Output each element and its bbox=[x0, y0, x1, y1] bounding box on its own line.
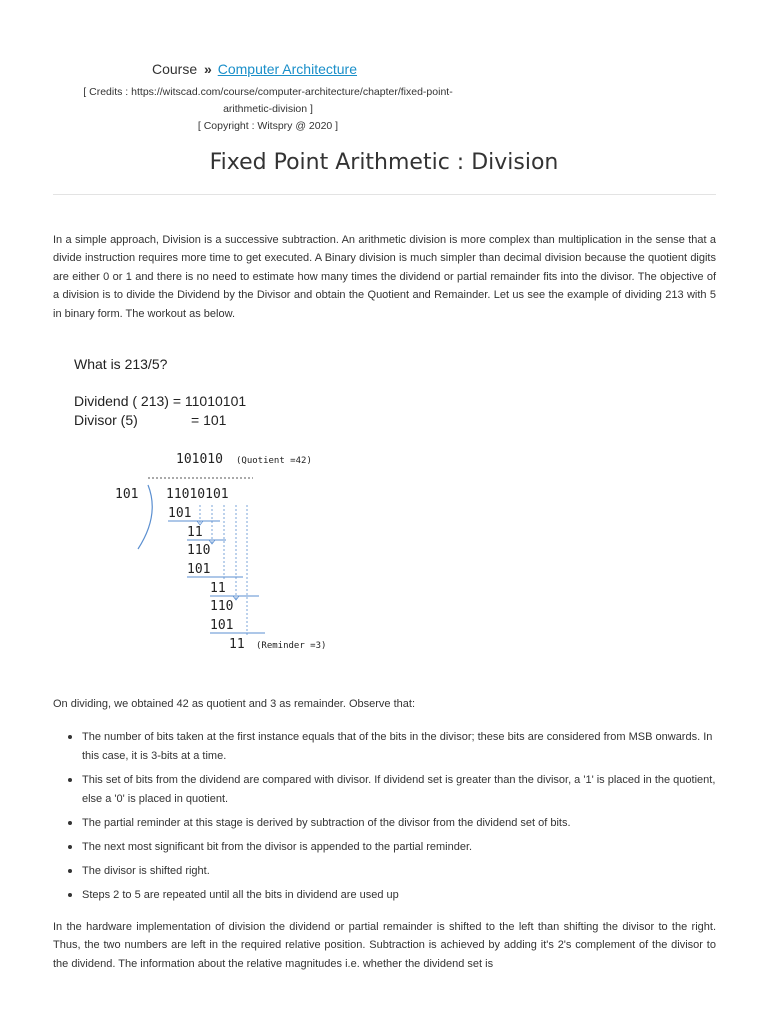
figure-quotient: 101010 bbox=[176, 452, 223, 467]
hardware-paragraph: In the hardware implementation of division the dividend or partial remainder is shifted to the left than shifting the divisor to the right. Thus, the two numbers are left in the required relative position. Subtraction is achieved by adding it's 2's complement of the divisor to the dividend. The information about the relative magnitudes i.e. whether the dividend set is bbox=[53, 921, 716, 970]
figure-step: 11 bbox=[187, 525, 203, 540]
list-item-text: This set of bits from the dividend are compared with divisor. If dividend set is greater than the divisor, a '1' is placed in the quotient, else a '0' is placed in quotient. bbox=[82, 774, 716, 805]
credits-line-1: [ Credits : https://witscad.com/course/computer-architecture/chapter/fixed-point- bbox=[83, 86, 453, 98]
list-item bbox=[53, 886, 716, 905]
figure-dividend-label: Dividend ( 213) = 11010101 bbox=[74, 393, 247, 409]
list-item-text: The partial reminder at this stage is derived by subtraction of the divisor from the dividend set of bits. bbox=[82, 817, 571, 829]
figure-divisor: 101 bbox=[115, 487, 139, 502]
list-item bbox=[53, 771, 716, 809]
page-title: Fixed Point Arithmetic : Division bbox=[209, 150, 559, 175]
observe-paragraph: On dividing, we obtained 42 as quotient and 3 as remainder. Observe that: bbox=[53, 698, 416, 710]
intro-paragraph: In a simple approach, Division is a successive subtraction. An arithmetic division is more complex than multiplication in the sense that a divide instruction requires more time to get executed. A Binary division is much simpler than decimal division because the quotient digits are either 0 or 1 and there is no need to estimate how many times the dividend or partial remainder fits into the divisor. The objective of a division is to divide the Dividend by the Divisor and obtain the Quotient and Remainder. Let us see the example of dividing 213 with 5 in binary form. The workout as below. bbox=[53, 234, 716, 320]
list-item bbox=[53, 814, 716, 833]
bullet-icon bbox=[68, 821, 72, 825]
figure-question: What is 213/5? bbox=[74, 356, 168, 372]
figure-divisor-label: Divisor (5) bbox=[74, 412, 138, 428]
title-divider bbox=[53, 194, 716, 195]
list-item-text: The next most significant bit from the divisor is appended to the partial reminder. bbox=[82, 841, 473, 853]
bullet-icon bbox=[68, 893, 72, 897]
breadcrumb bbox=[152, 61, 357, 77]
division-figure bbox=[60, 345, 360, 660]
credits-block bbox=[0, 84, 536, 135]
bullet-icon bbox=[68, 845, 72, 849]
figure-step: 101 bbox=[187, 562, 211, 577]
figure-divisor-value: = 101 bbox=[191, 412, 227, 428]
list-item bbox=[53, 838, 716, 857]
list-item bbox=[53, 728, 716, 766]
figure-step: 101 bbox=[168, 506, 192, 521]
computer-architecture-link[interactable]: Computer Architecture bbox=[217, 61, 358, 77]
list-item-text: The divisor is shifted right. bbox=[82, 865, 210, 877]
list-item-text: Steps 2 to 5 are repeated until all the bits in dividend are used up bbox=[82, 889, 399, 901]
division-bracket bbox=[138, 485, 152, 549]
figure-step: 101 bbox=[210, 618, 234, 633]
figure-step: 110 bbox=[187, 543, 211, 558]
bullet-icon bbox=[68, 735, 72, 739]
bullet-icon bbox=[68, 778, 72, 782]
figure-step: 110 bbox=[210, 599, 234, 614]
breadcrumb-course-label: Course bbox=[152, 61, 198, 77]
list-item-text: The number of bits taken at the first instance equals that of the bits in the divisor; these bits are considered from MSB onwards. In this case, it is 3-bits at a time. bbox=[82, 731, 713, 762]
figure-dividend: 11010101 bbox=[166, 487, 229, 502]
figure-step: 11 bbox=[229, 637, 245, 652]
copyright-line: [ Copyright : Witspry @ 2020 ] bbox=[197, 120, 339, 132]
credits-line-2: arithmetic-division ] bbox=[223, 103, 313, 115]
observations-list bbox=[53, 728, 716, 910]
list-item bbox=[53, 862, 716, 881]
bullet-icon bbox=[68, 869, 72, 873]
figure-step: 11 bbox=[210, 581, 226, 596]
figure-remainder-note: (Reminder =3) bbox=[256, 641, 327, 651]
figure-quotient-note: (Quotient =42) bbox=[236, 456, 312, 466]
double-chevron-icon: » bbox=[204, 61, 212, 77]
